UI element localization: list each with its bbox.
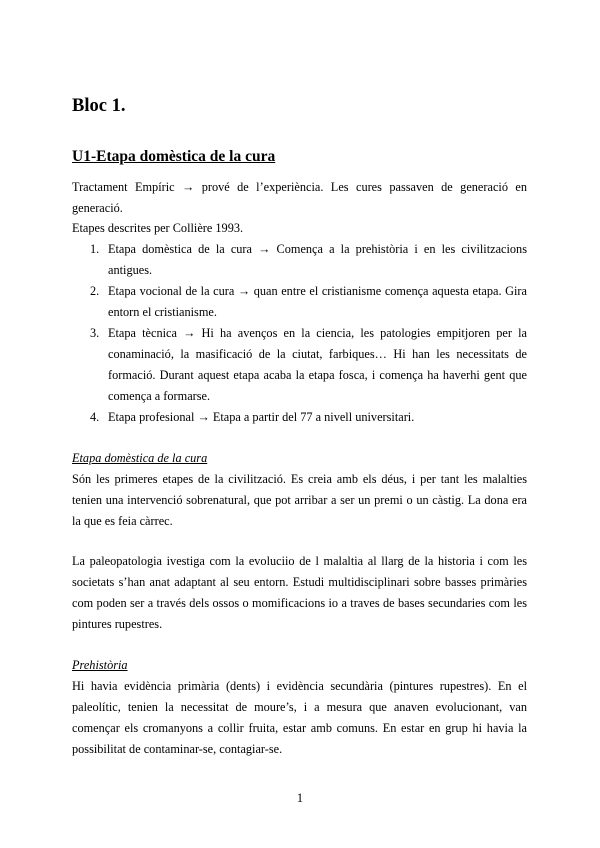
stages-intro: Etapes descrites per Collière 1993. — [72, 221, 244, 235]
list-item-text: Etapa vocional de la cura → quan entre el cristianisme comença aquesta etapa. Gira entorn el cristianisme. — [108, 284, 527, 319]
list-item-number: 4. — [90, 410, 100, 424]
list-item-text: Etapa domèstica de la cura → Comença a la prehistòria i en les civilitzacions antigues. — [108, 242, 527, 277]
domestic-paragraph-1: Són les primeres etapes de la civilització. Es creia amb els déus, i per tant les malalties tenien una intervenció sobrenatural, que pot arribar a ser un premi o un càstig. La dona era la que es feia càrrec. — [72, 472, 527, 528]
subsection-title-prehistory: Prehistòria — [72, 658, 128, 672]
page-number: 1 — [296, 791, 304, 805]
page-heading: Bloc 1. — [72, 96, 126, 116]
list-item — [72, 323, 527, 407]
list-item-text: Etapa tècnica → Hi ha avenços en la ciencia, les patologies empitjoren per la conaminació, la masificació de la ciutat, farbiques… Hi han les necessitats de formació. Durant aquest etapa acaba la etapa fosca, i comença ha haverhi gent que comença a formarse. — [108, 326, 527, 403]
prehistory-paragraph-1: Hi havia evidència primària (dents) i evidència secundària (pintures rupestres). En el paleolític, tenien la necessitat de moure’s, i a mesura que anaven evolucionant, van començar els cromanyons a collir fruita, estar amb comuns. En estar en grup hi havia la possibilitat de contaminar-se, contagiar-se. — [72, 679, 527, 756]
list-item-number: 1. — [90, 242, 100, 256]
subsection-title-domestic: Etapa domèstica de la cura — [72, 451, 208, 465]
section-title: U1-Etapa domèstica de la cura — [72, 148, 276, 165]
intro-paragraph: Tractament Empíric → prové de l’experiència. Les cures passaven de generació en generació. — [72, 180, 527, 215]
list-item — [72, 239, 527, 281]
list-item-text: Etapa profesional → Etapa a partir del 77 a nivell universitari. — [108, 410, 415, 424]
stages-list — [72, 239, 527, 428]
domestic-paragraph-2: La paleopatologia ivestiga com la evoluciio de l malaltia al llarg de la historia i com les societats s’han anat adaptant al seu entorn. Estudi multidisciplinari sobre basses primàries com poden ser a través dels ossos o momificacions io a traves de bases secundaries com les pintures rupestres. — [72, 554, 527, 631]
list-item-number: 2. — [90, 284, 100, 298]
list-item — [72, 281, 527, 323]
list-item-number: 3. — [90, 326, 100, 340]
list-item — [72, 407, 527, 428]
